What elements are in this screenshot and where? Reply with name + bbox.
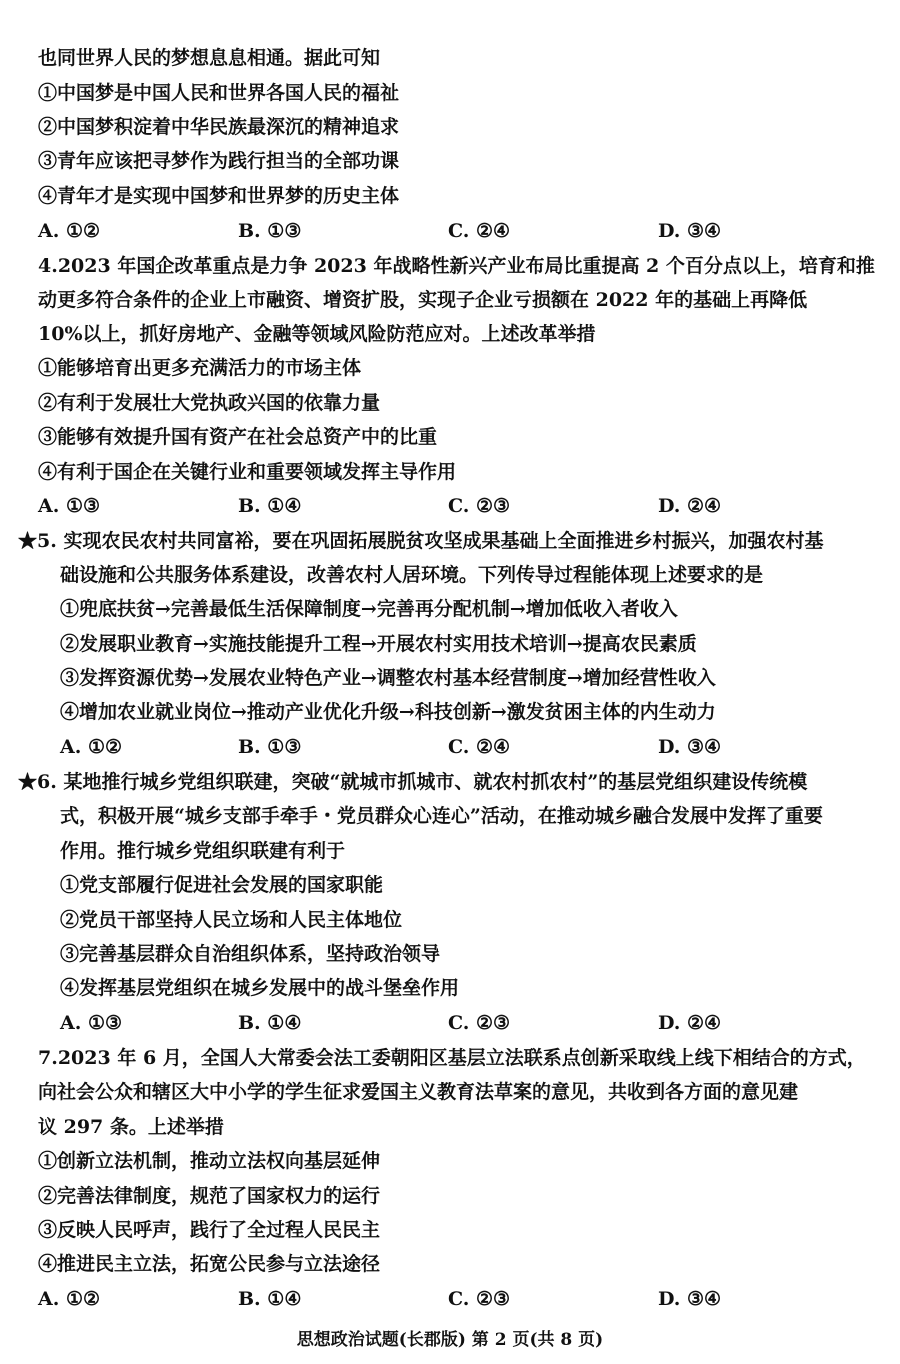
q6-item-4: ④发挥基层党组织在城乡发展中的战斗堡垒作用 xyxy=(60,977,460,999)
q6-choice-b[interactable]: B. ①④ xyxy=(238,1012,302,1034)
q6-choice-a[interactable]: A. ①③ xyxy=(60,1012,123,1034)
q6-item-2: ②党员干部坚持人民立场和人民主体地位 xyxy=(60,909,403,931)
q4-item-2: ②有利于发展壮大党执政兴国的依靠力量 xyxy=(38,392,381,414)
q4-choice-a[interactable]: A. ①③ xyxy=(38,495,101,517)
q7-item-2: ②完善法律制度，规范了国家权力的运行 xyxy=(38,1185,381,1207)
q3-choice-c[interactable]: C. ②④ xyxy=(448,220,511,242)
q7-stem-line-3: 议 297 条。上述举措 xyxy=(38,1116,224,1138)
q6-choice-d[interactable]: D. ②④ xyxy=(658,1012,722,1034)
q6-choices xyxy=(60,1011,860,1035)
q6-item-1: ①党支部履行促进社会发展的国家职能 xyxy=(60,874,384,896)
q3-item-2: ②中国梦积淀着中华民族最深沉的精神追求 xyxy=(38,116,400,138)
q4-stem-line-3: 10%以上，抓好房地产、金融等领域风险防范应对。上述改革举措 xyxy=(38,323,596,345)
q5-choice-a[interactable]: A. ①② xyxy=(60,736,123,758)
q4-item-1: ①能够培育出更多充满活力的市场主体 xyxy=(38,357,362,379)
q7-stem-line-1: 7.2023 年 6 月，全国人大常委会法工委朝阳区基层立法联系点创新采取线上线下相结合的方式， xyxy=(38,1047,866,1069)
q3-choices xyxy=(38,219,838,243)
q5-choice-c[interactable]: C. ②④ xyxy=(448,736,511,758)
q3-choice-b[interactable]: B. ①③ xyxy=(238,220,302,242)
q7-item-1: ①创新立法机制，推动立法权向基层延伸 xyxy=(38,1150,381,1172)
q4-choice-b[interactable]: B. ①④ xyxy=(238,495,302,517)
q4-choices xyxy=(38,494,838,518)
q5-item-2: ②发展职业教育→实施技能提升工程→开展农村实用技术培训→提高农民素质 xyxy=(60,633,697,655)
q6-item-3: ③完善基层群众自治组织体系，坚持政治领导 xyxy=(60,943,441,965)
q4-choice-c[interactable]: C. ②③ xyxy=(448,495,511,517)
q7-choice-b[interactable]: B. ①④ xyxy=(238,1288,302,1310)
q3-stem-tail: 也同世界人民的梦想息息相通。据此可知 xyxy=(38,47,381,69)
q6-choice-c[interactable]: C. ②③ xyxy=(448,1012,511,1034)
q5-choice-b[interactable]: B. ①③ xyxy=(238,736,302,758)
q4-stem-line-2: 动更多符合条件的企业上市融资、增资扩股，实现子企业亏损额在 2022 年的基础上再降低 xyxy=(38,289,808,311)
q5-item-4: ④增加农业就业岗位→推动产业优化升级→科技创新→激发贫困主体的内生动力 xyxy=(60,701,716,723)
q4-stem-line-1: 4.2023 年国企改革重点是力争 2023 年战略性新兴产业布局比重提高 2 个百分点以上，培育和推 xyxy=(38,255,875,277)
page-footer: 思想政治试题(长郡版) 第 2 页(共 8 页) xyxy=(296,1330,604,1350)
q5-stem-line-2: 础设施和公共服务体系建设，改善农村人居环境。下列传导过程能体现上述要求的是 xyxy=(60,564,764,586)
q3-choice-a[interactable]: A. ①② xyxy=(38,220,101,242)
q5-stem-line-1: ★5. 实现农民农村共同富裕，要在巩固拓展脱贫攻坚成果基础上全面推进乡村振兴，加强农村基 xyxy=(18,530,824,552)
q7-choice-d[interactable]: D. ③④ xyxy=(658,1288,722,1310)
q6-stem-line-1: ★6. 某地推行城乡党组织联建，突破“就城市抓城市、就农村抓农村”的基层党组织建设传统模 xyxy=(18,771,808,793)
q4-item-4: ④有利于国企在关键行业和重要领域发挥主导作用 xyxy=(38,461,457,483)
q7-choice-c[interactable]: C. ②③ xyxy=(448,1288,511,1310)
q5-choice-d[interactable]: D. ③④ xyxy=(658,736,722,758)
q4-choice-d[interactable]: D. ②④ xyxy=(658,495,722,517)
q3-choice-d[interactable]: D. ③④ xyxy=(658,220,722,242)
q7-stem-line-2: 向社会公众和辖区大中小学的学生征求爱国主义教育法草案的意见，共收到各方面的意见建 xyxy=(38,1081,799,1103)
q3-item-1: ①中国梦是中国人民和世界各国人民的福祉 xyxy=(38,82,400,104)
q7-item-4: ④推进民主立法，拓宽公民参与立法途径 xyxy=(38,1253,381,1275)
q5-item-3: ③发挥资源优势→发展农业特色产业→调整农村基本经营制度→增加经营性收入 xyxy=(60,667,716,689)
q3-item-4: ④青年才是实现中国梦和世界梦的历史主体 xyxy=(38,185,400,207)
q4-item-3: ③能够有效提升国有资产在社会总资产中的比重 xyxy=(38,426,438,448)
q7-choices xyxy=(38,1287,838,1311)
q6-stem-line-2: 式，积极开展“城乡支部手牵手・党员群众心连心”活动，在推动城乡融合发展中发挥了重要 xyxy=(60,805,823,827)
q6-stem-line-3: 作用。推行城乡党组织联建有利于 xyxy=(60,840,346,862)
q5-item-1: ①兜底扶贫→完善最低生活保障制度→完善再分配机制→增加低收入者收入 xyxy=(60,598,678,620)
q3-item-3: ③青年应该把寻梦作为践行担当的全部功课 xyxy=(38,150,400,172)
q7-item-3: ③反映人民呼声，践行了全过程人民民主 xyxy=(38,1219,381,1241)
q5-choices xyxy=(60,735,860,759)
q7-choice-a[interactable]: A. ①② xyxy=(38,1288,101,1310)
